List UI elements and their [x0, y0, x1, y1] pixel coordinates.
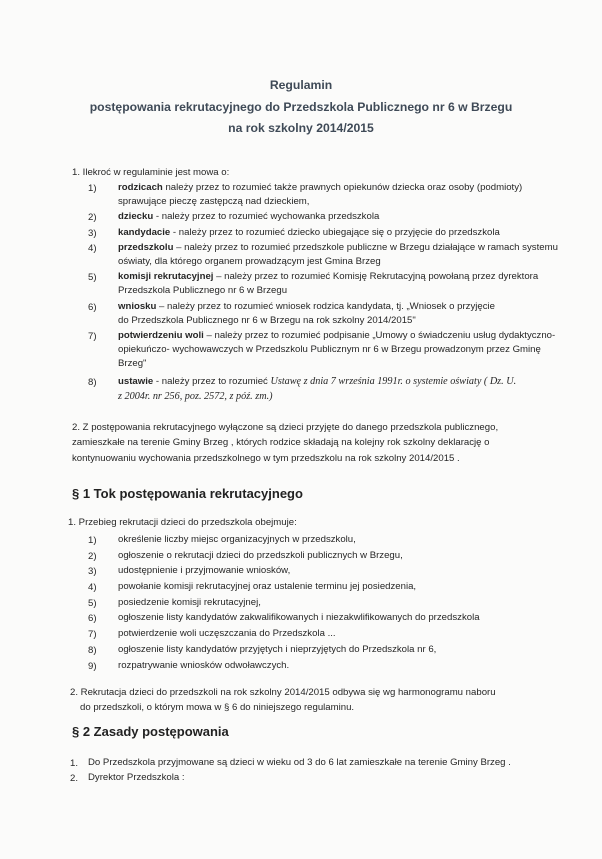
schedule-paragraph-line: do przedszkoli, o którym mowa w § 6 do niniejszego regulaminu.: [80, 702, 355, 713]
procedure-step: potwierdzenie woli uczęszczania do Przedszkola ...: [118, 628, 336, 639]
list-number: 3): [88, 566, 97, 577]
list-number: 2): [88, 551, 97, 562]
document-subtitle: postępowania rekrutacyjnego do Przedszkola Publicznego nr 6 w Brzegu: [89, 100, 513, 114]
procedure-step: rozpatrywanie wniosków odwoławczych.: [118, 660, 290, 671]
definitions-intro: 1. Ilekroć w regulaminie jest mowa o:: [72, 167, 230, 178]
definition-item: [118, 329, 555, 343]
definition-text-cont: do Przedszkola Publicznego nr 6 w Brzegu na rok szkolny 2014/2015": [118, 315, 416, 326]
list-number: 2.: [70, 773, 79, 784]
definition-item: [118, 375, 516, 389]
section-1-intro: 1. Przebieg rekrutacji dzieci do przedszkola obejmuje:: [68, 517, 297, 528]
definition-item: [118, 241, 558, 255]
definition-text: - należy przez to rozumieć dziecko ubiegające się o przyjęcie do przedszkola: [170, 227, 500, 238]
definition-term: przedszkolu: [118, 242, 174, 253]
definition-term: ustawie: [118, 376, 154, 387]
procedure-step: powołanie komisji rekrutacyjnej oraz ustalenie terminu jej posiedzenia,: [118, 581, 417, 592]
procedure-step: ogłoszenie listy kandydatów zakwalifikowanych i niezakwlifikowanych do przedszkola: [118, 612, 480, 623]
list-number: 2): [88, 212, 97, 223]
definition-text: – należy przez to rozumieć wniosek rodzica kandydata, tj. „Wniosek o przyjęcie: [156, 301, 495, 312]
list-number: 8): [88, 377, 97, 388]
definition-text: – należy przez to rozumieć podpisanie „Umowy o świadczeniu usług dydaktyczno-: [203, 330, 556, 341]
definition-term: kandydacie: [118, 227, 171, 238]
definition-item: [118, 210, 379, 224]
list-number: 9): [88, 661, 97, 672]
definition-term: dziecku: [118, 211, 154, 222]
definition-item: [118, 300, 495, 314]
procedure-step: ogłoszenie listy kandydatów przyjętych i nieprzyjętych do Przedszkola nr 6,: [118, 644, 437, 655]
list-number: 1): [88, 183, 97, 194]
definition-text-cont: Brzeg": [118, 358, 147, 369]
law-citation: Ustawę z dnia 7 września 1991r. o systemie oświaty ( Dz. U.: [270, 376, 517, 387]
definition-text-cont: opiekuńczo- wychowawczych w Przedszkolu Publicznym nr 6 w Brzegu prowadzonym przez Gminę: [118, 344, 541, 355]
exclusion-paragraph-line: kontynuowaniu wychowania przedszkolnego w tym przedszkolu na rok szkolny 2014/2015 .: [72, 453, 460, 464]
document-school-year: na rok szkolny 2014/2015: [228, 121, 374, 135]
definition-term: komisji rekrutacyjnej: [118, 271, 214, 282]
list-number: 5): [88, 598, 97, 609]
definition-text: - należy przez to rozumieć: [153, 376, 271, 387]
document-title: Regulamin: [269, 78, 333, 92]
law-citation-cont: z 2004r. nr 256, poz. 2572, z póź. zm.): [118, 391, 273, 402]
rule-item: Dyrektor Przedszkola :: [88, 772, 185, 783]
exclusion-paragraph-line: 2. Z postępowania rekrutacyjnego wyłączone są dzieci przyjęte do danego przedszkola publicznego,: [72, 422, 499, 433]
definition-term: potwierdzeniu woli: [118, 330, 204, 341]
definition-item: [118, 270, 538, 284]
list-number: 6): [88, 613, 97, 624]
schedule-paragraph-line: 2. Rekrutacja dzieci do przedszkoli na rok szkolny 2014/2015 odbywa się wg harmonogramu naboru: [70, 687, 496, 698]
definition-text: – należy przez to rozumieć przedszkole publiczne w Brzegu działające w ramach systemu: [173, 242, 558, 253]
procedure-step: określenie liczby miejsc organizacyjnych w przedszkolu,: [118, 534, 356, 545]
list-number: 1.: [70, 758, 79, 769]
definition-text-cont: sprawujące pieczę zastępczą nad dzieckiem,: [118, 196, 310, 207]
list-number: 4): [88, 582, 97, 593]
list-number: 1): [88, 535, 97, 546]
list-number: 3): [88, 228, 97, 239]
definition-term: wniosku: [118, 301, 157, 312]
definition-item: [118, 226, 500, 240]
list-number: 7): [88, 331, 97, 342]
list-number: 4): [88, 243, 97, 254]
list-number: 8): [88, 645, 97, 656]
definition-text-cont: Przedszkola Publicznego nr 6 w Brzegu: [118, 285, 288, 296]
procedure-step: posiedzenie komisji rekrutacyjnej,: [118, 597, 261, 608]
definition-text: należy przez to rozumieć także prawnych opiekunów dziecka oraz osoby (podmioty): [162, 182, 523, 193]
definition-text: - należy przez to rozumieć wychowanka przedszkola: [153, 211, 380, 222]
definition-text-cont: oświaty, dla którego organem prowadzącym jest Gmina Brzeg: [118, 256, 381, 267]
definition-text: – należy przez to rozumieć Komisję Rekrutacyjną powołaną przez dyrektora: [213, 271, 539, 282]
definition-item: [118, 181, 522, 195]
exclusion-paragraph-line: zamieszkałe na terenie Gminy Brzeg , których rodzice składają na kolejny rok szkolny deklarację o: [72, 437, 490, 448]
section-1-heading: § 1 Tok postępowania rekrutacyjnego: [72, 486, 303, 501]
list-number: 6): [88, 302, 97, 313]
definition-term: rodzicach: [118, 182, 163, 193]
rule-item: Do Przedszkola przyjmowane są dzieci w wieku od 3 do 6 lat zamieszkałe na terenie Gminy Brzeg .: [88, 757, 511, 768]
section-2-heading: § 2 Zasady postępowania: [72, 724, 229, 739]
procedure-step: udostępnienie i przyjmowanie wniosków,: [118, 565, 291, 576]
procedure-step: ogłoszenie o rekrutacji dzieci do przedszkoli publicznych w Brzegu,: [118, 550, 403, 561]
list-number: 5): [88, 272, 97, 283]
list-number: 7): [88, 629, 97, 640]
